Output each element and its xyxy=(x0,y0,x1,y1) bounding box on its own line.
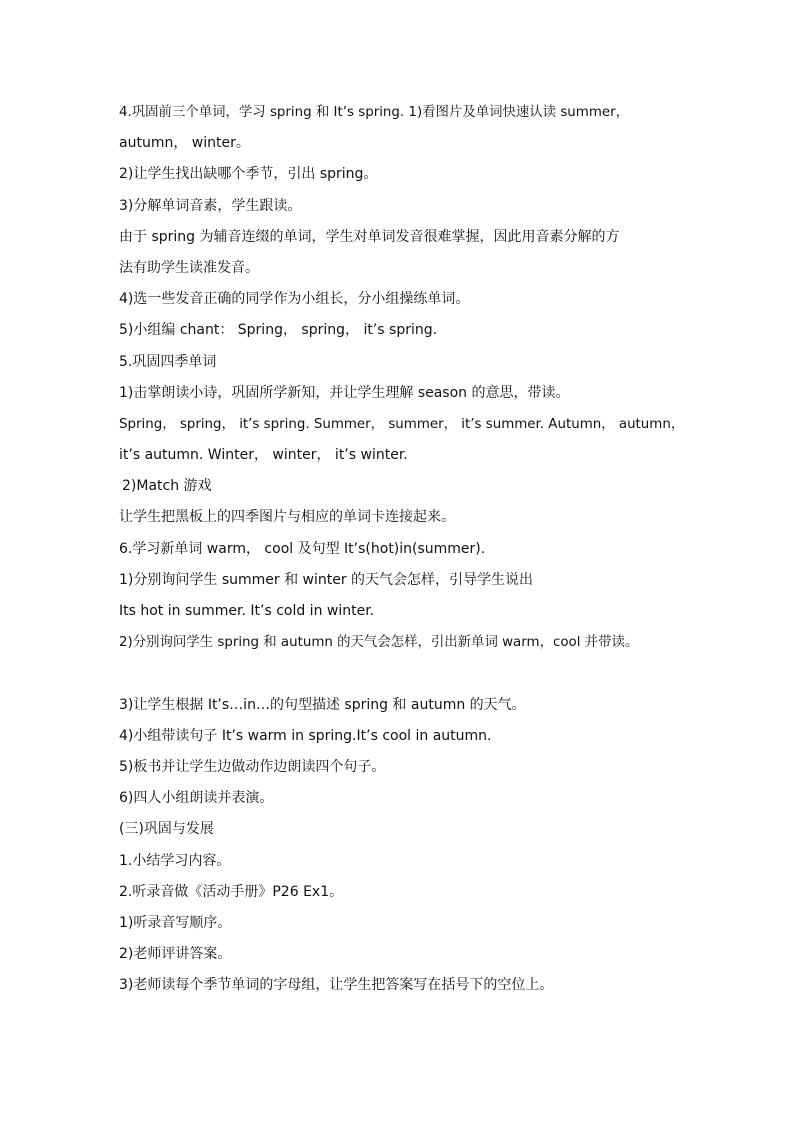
text-line: 3)老师读每个季节单词的字母组，让学生把答案写在括号下的空位上。 xyxy=(119,977,554,994)
document-body xyxy=(119,97,689,1001)
text-line: 让学生把黑板上的四季图片与相应的单词卡连接起来。 xyxy=(119,509,455,526)
text-line: 2)分别询问学生 spring 和 autumn 的天气会怎样，引出新单词 warm，cool 并带读。 xyxy=(119,635,639,651)
text-line: it’s autumn. Winter， winter， it’s winter. xyxy=(119,447,408,464)
text-line: 2)老师评讲答案。 xyxy=(119,946,232,963)
text-line: 3)分解单词音素，学生跟读。 xyxy=(119,197,302,214)
text-line: Its hot in summer. It’s cold in winter. xyxy=(119,603,375,619)
text-line: 2)让学生找出缺哪个季节，引出 spring。 xyxy=(119,166,378,183)
text-line: autumn， winter。 xyxy=(119,135,250,152)
text-line: 4)选一些发音正确的同学作为小组长，分小组操练单词。 xyxy=(119,291,470,308)
text-line: 由于 spring 为辅音连缀的单词，学生对单词发音很难掌握，因此用音素分解的方 xyxy=(119,228,620,245)
section-heading: 5.巩固四季单词 xyxy=(119,353,217,370)
text-line: 4.巩固前三个单词，学习 spring 和 It’s spring. 1)看图片及单词快速认读 summer， xyxy=(119,105,630,120)
text-line: 法有助学生读准发音。 xyxy=(119,259,259,276)
text-line: 3)让学生根据 It’s…in…的句型描述 spring 和 autumn 的天气。 xyxy=(119,696,526,713)
text-line: 1)听录音写顺序。 xyxy=(119,914,232,931)
text-line: 2.听录音做《活动手册》P26 Ex1。 xyxy=(119,883,344,900)
text-line: 2)Match 游戏 xyxy=(122,478,212,495)
section-heading: 6.学习新单词 warm， cool 及句型 It’s(hot)in(summer). xyxy=(119,540,486,557)
section-heading: (三)巩固与发展 xyxy=(119,821,214,838)
text-line: 5)小组编 chant： Spring， spring， it’s spring. xyxy=(119,322,438,339)
text-line: 1.小结学习内容。 xyxy=(119,852,231,869)
blank-line xyxy=(119,658,689,689)
text-line: 6)四人小组朗读并表演。 xyxy=(119,790,274,807)
text-line: 1)分别询问学生 summer 和 winter 的天气会怎样，引导学生说出 xyxy=(119,571,534,588)
text-line: 4)小组带读句子 It’s warm in spring.It’s cool in autumn. xyxy=(119,727,492,744)
text-line: 1)击掌朗读小诗，巩固所学新知，并让学生理解 season 的意思，带读。 xyxy=(119,384,570,401)
text-line: 5)板书并让学生边做动作边朗读四个句子。 xyxy=(119,758,386,775)
text-line: Spring， spring， it’s spring. Summer， summer， it’s summer. Autumn， autumn， xyxy=(119,416,685,432)
